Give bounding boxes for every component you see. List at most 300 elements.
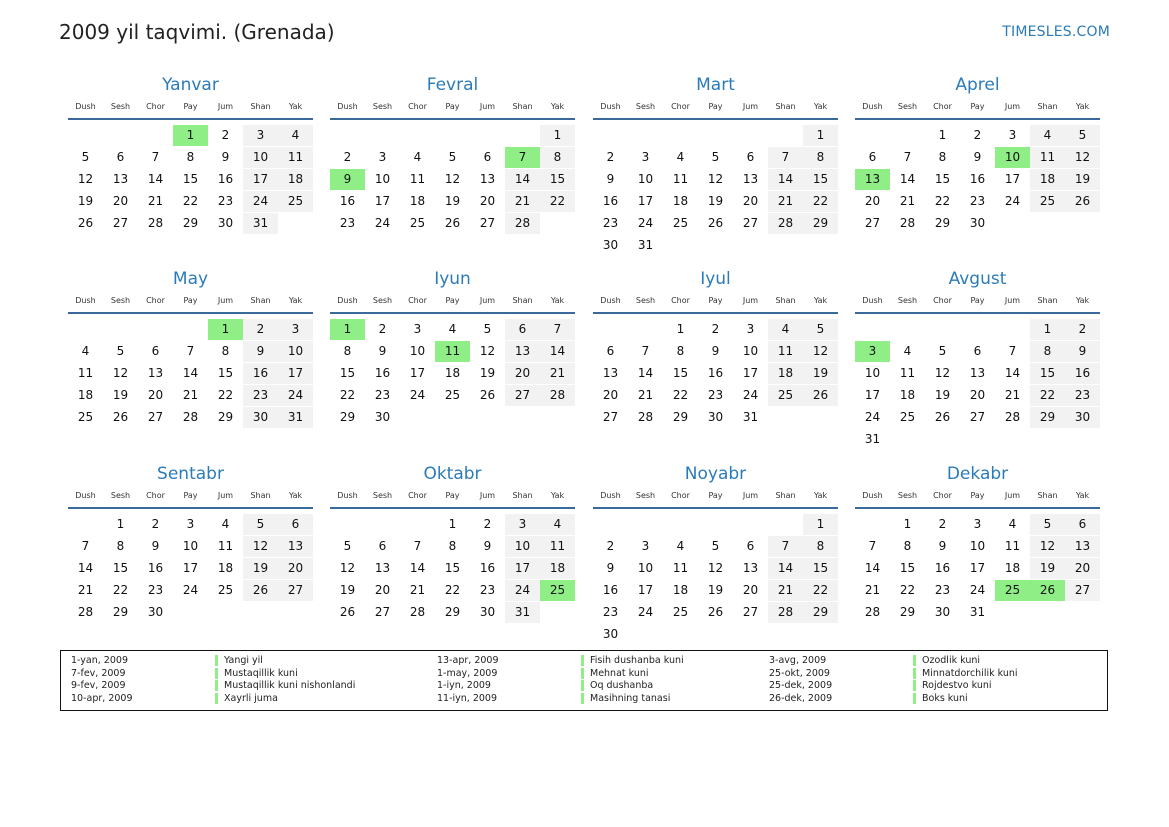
day-cell: 5	[343, 539, 352, 553]
day-cell: 8	[221, 344, 230, 358]
weekday-label: Dush	[337, 491, 358, 500]
day-cell: 19	[934, 388, 951, 402]
day-cell: 24	[409, 388, 426, 402]
day-cell: 17	[243, 169, 278, 190]
weekday-label: Shan	[250, 102, 271, 111]
weekday-label: Pay	[445, 491, 460, 500]
day-cell: 24	[742, 388, 759, 402]
day-cell: 23	[934, 583, 951, 597]
holiday-date: 9-fev, 2009	[71, 680, 126, 691]
weekday-header	[68, 296, 313, 308]
day-cell: 17	[505, 558, 540, 579]
day-cell: 26	[112, 410, 129, 424]
day-cell: 9	[243, 341, 278, 362]
holiday-name: Minnatdorchilik kuni	[913, 668, 1018, 679]
day-cell: 1	[803, 125, 838, 146]
day-cell: 13	[147, 366, 164, 380]
day-cell: 15	[182, 172, 199, 186]
day-cell: 6	[746, 539, 755, 553]
day-cell: 12	[1065, 147, 1100, 168]
day-cell: 18	[77, 388, 94, 402]
day-cell: 8	[676, 344, 685, 358]
weekday-label: Sesh	[635, 491, 656, 500]
month-yanvar	[68, 74, 313, 254]
day-cell: 21	[540, 363, 575, 384]
day-cell: 23	[1065, 385, 1100, 406]
header-divider	[593, 312, 838, 314]
day-cell: 14	[182, 366, 199, 380]
day-cell: 9	[711, 344, 720, 358]
day-cell: 23	[374, 388, 391, 402]
day-cell: 13	[505, 341, 540, 362]
header-divider	[855, 507, 1100, 509]
site-link[interactable]: TIMESLES.COM	[1002, 24, 1110, 40]
day-cell: 17	[278, 363, 313, 384]
day-cell: 4	[448, 322, 457, 336]
weekday-label: Yak	[1075, 296, 1090, 305]
day-cell: 9	[938, 539, 947, 553]
weekday-label: Pay	[708, 102, 723, 111]
day-cell: 17	[637, 583, 654, 597]
day-cell: 23	[707, 388, 724, 402]
day-cell: 30	[217, 216, 234, 230]
holiday-name: Rojdestvo kuni	[913, 680, 992, 691]
day-cell: 15	[672, 366, 689, 380]
day-cell: 6	[278, 514, 313, 535]
day-cell: 29	[112, 605, 129, 619]
weekday-label: Pay	[708, 491, 723, 500]
day-cell: 30	[969, 216, 986, 230]
day-cell: 3	[186, 517, 195, 531]
day-cell: 15	[339, 366, 356, 380]
day-cell: 12	[934, 366, 951, 380]
day-cell: 4	[278, 125, 313, 146]
weekday-label: Dush	[600, 102, 621, 111]
day-cell: 17	[374, 194, 391, 208]
day-cell: 2	[606, 539, 615, 553]
day-cell: 15	[217, 366, 234, 380]
day-cell: 6	[483, 150, 492, 164]
weekday-label: Sesh	[897, 102, 918, 111]
day-cell: 11	[540, 536, 575, 557]
day-cell: 21	[864, 583, 881, 597]
day-cell: 14	[864, 561, 881, 575]
weekday-label: Sesh	[110, 491, 131, 500]
holiday-name: Masihning tanasi	[581, 693, 670, 704]
day-cell: 8	[803, 147, 838, 168]
day-cell: 21	[768, 580, 803, 601]
day-cell: 10	[505, 536, 540, 557]
weekday-label: Yak	[288, 102, 303, 111]
day-cell: 3	[641, 539, 650, 553]
holiday-legend	[60, 650, 1108, 711]
day-cell: 13	[479, 172, 496, 186]
month-name: Iyul	[700, 269, 731, 289]
day-cell: 12	[77, 172, 94, 186]
weekday-label: Sesh	[897, 296, 918, 305]
day-cell: 25	[444, 388, 461, 402]
day-cell: 2	[711, 322, 720, 336]
day-cell: 28	[505, 213, 540, 234]
weekday-label: Chor	[146, 102, 165, 111]
day-cell: 16	[243, 363, 278, 384]
day-cell: 11	[768, 341, 803, 362]
day-cell: 27	[147, 410, 164, 424]
day-cell: 24	[505, 580, 540, 601]
month-mart	[593, 74, 838, 254]
holiday-name: Oq dushanba	[581, 680, 653, 691]
day-cell: 3	[378, 150, 387, 164]
day-cell: 20	[1065, 558, 1100, 579]
weekday-label: Jum	[217, 296, 234, 305]
day-cell: 22	[672, 388, 689, 402]
day-cell: 4	[1008, 517, 1017, 531]
day-cell: 21	[77, 583, 94, 597]
weekday-label: Sesh	[110, 296, 131, 305]
day-cell: 14	[147, 172, 164, 186]
day-cell: 29	[803, 602, 838, 623]
day-cell: 27	[602, 410, 619, 424]
weekday-header	[68, 102, 313, 114]
day-cell: 17	[637, 194, 654, 208]
weekday-label: Jum	[742, 296, 759, 305]
day-cell: 26	[803, 385, 838, 406]
day-cell: 9	[973, 150, 982, 164]
day-cell: 13	[602, 366, 619, 380]
day-cell: 1	[803, 514, 838, 535]
day-cell: 20	[969, 388, 986, 402]
day-cell: 16	[479, 561, 496, 575]
day-cell: 19	[803, 363, 838, 384]
day-cell: 17	[742, 366, 759, 380]
day-cell: 25	[278, 191, 313, 212]
day-cell: 16	[374, 366, 391, 380]
day-cell: 17	[409, 366, 426, 380]
day-cell: 1	[116, 517, 125, 531]
day-cell: 27	[864, 216, 881, 230]
day-cell: 30	[479, 605, 496, 619]
day-cell: 20	[742, 583, 759, 597]
day-cell: 9	[378, 344, 387, 358]
holiday-date: 26-dek, 2009	[769, 692, 833, 704]
day-cell: 16	[934, 561, 951, 575]
month-avgust	[855, 268, 1100, 448]
holiday-day-cell: 25	[540, 580, 575, 601]
weekday-label: Jum	[217, 491, 234, 500]
weekday-label: Chor	[933, 296, 952, 305]
day-cell: 4	[1030, 125, 1065, 146]
day-cell: 7	[81, 539, 90, 553]
day-cell: 2	[221, 128, 230, 142]
day-cell: 29	[899, 605, 916, 619]
holiday-name: Mehnat kuni	[581, 668, 649, 679]
day-cell: 5	[711, 539, 720, 553]
day-cell: 23	[479, 583, 496, 597]
month-name: Yanvar	[162, 75, 219, 95]
day-cell: 29	[672, 410, 689, 424]
holiday-date: 25-dek, 2009	[769, 680, 833, 691]
holiday-day-cell: 11	[435, 341, 470, 362]
day-cell: 3	[278, 319, 313, 340]
holiday-name: Boks kuni	[913, 693, 968, 704]
day-cell: 5	[81, 150, 90, 164]
day-cell: 12	[707, 172, 724, 186]
day-cell: 20	[479, 194, 496, 208]
day-cell: 2	[483, 517, 492, 531]
day-cell: 13	[969, 366, 986, 380]
day-cell: 26	[479, 388, 496, 402]
day-cell: 19	[707, 583, 724, 597]
day-cell: 16	[969, 172, 986, 186]
month-name: Mart	[696, 75, 735, 95]
day-cell: 25	[409, 216, 426, 230]
day-cell: 5	[448, 150, 457, 164]
day-cell: 25	[77, 410, 94, 424]
day-cell: 30	[934, 605, 951, 619]
day-cell: 10	[374, 172, 391, 186]
day-cell: 24	[243, 191, 278, 212]
day-cell: 9	[483, 539, 492, 553]
day-cell: 3	[1008, 128, 1017, 142]
day-cell: 4	[221, 517, 230, 531]
day-cell: 19	[243, 558, 278, 579]
header-divider	[330, 118, 575, 120]
weekday-label: Dush	[862, 296, 883, 305]
day-cell: 9	[606, 561, 615, 575]
day-cell: 17	[969, 561, 986, 575]
month-aprel	[855, 74, 1100, 254]
day-cell: 28	[147, 216, 164, 230]
day-cell: 14	[1004, 366, 1021, 380]
day-cell: 13	[112, 172, 129, 186]
day-cell: 10	[742, 344, 759, 358]
holiday-date: 13-apr, 2009	[437, 655, 499, 666]
day-cell: 22	[899, 583, 916, 597]
day-cell: 20	[278, 558, 313, 579]
day-cell: 15	[803, 169, 838, 190]
day-cell: 3	[243, 125, 278, 146]
day-cell: 10	[278, 341, 313, 362]
day-cell: 27	[1065, 580, 1100, 601]
day-cell: 23	[969, 194, 986, 208]
weekday-label: Shan	[250, 296, 271, 305]
day-cell: 6	[116, 150, 125, 164]
month-oktabr	[330, 463, 575, 643]
day-cell: 20	[602, 388, 619, 402]
weekday-label: Yak	[1075, 102, 1090, 111]
day-cell: 16	[1065, 363, 1100, 384]
day-cell: 8	[938, 150, 947, 164]
day-cell: 29	[217, 410, 234, 424]
day-cell: 26	[1065, 191, 1100, 212]
day-cell: 18	[768, 363, 803, 384]
day-cell: 14	[505, 169, 540, 190]
holiday-name: Mustaqillik kuni	[215, 668, 298, 679]
month-may	[68, 268, 313, 448]
day-cell: 4	[676, 539, 685, 553]
month-name: Aprel	[955, 75, 1000, 95]
weekday-label: Yak	[288, 491, 303, 500]
day-cell: 20	[112, 194, 129, 208]
month-sentabr	[68, 463, 313, 643]
day-cell: 1	[903, 517, 912, 531]
day-cell: 30	[1065, 407, 1100, 428]
weekday-label: Pay	[183, 491, 198, 500]
weekday-label: Yak	[550, 102, 565, 111]
day-cell: 26	[339, 605, 356, 619]
day-cell: 5	[243, 514, 278, 535]
weekday-label: Yak	[813, 491, 828, 500]
weekday-label: Sesh	[635, 296, 656, 305]
month-noyabr	[593, 463, 838, 643]
day-cell: 3	[505, 514, 540, 535]
day-cell: 31	[505, 602, 540, 623]
day-cell: 25	[1030, 191, 1065, 212]
day-cell: 25	[217, 583, 234, 597]
day-cell: 5	[116, 344, 125, 358]
holiday-date: 1-may, 2009	[437, 667, 498, 679]
month-name: May	[172, 269, 209, 289]
day-cell: 29	[803, 213, 838, 234]
day-cell: 26	[444, 216, 461, 230]
holiday-date: 3-avg, 2009	[769, 655, 827, 666]
day-cell: 5	[1065, 125, 1100, 146]
holiday-day-cell: 25	[995, 580, 1030, 601]
holiday-day-cell: 13	[855, 169, 890, 190]
day-cell: 10	[243, 147, 278, 168]
day-cell: 13	[742, 561, 759, 575]
day-cell: 2	[973, 128, 982, 142]
day-cell: 25	[672, 605, 689, 619]
weekday-label: Jum	[479, 296, 496, 305]
weekday-label: Shan	[1037, 102, 1058, 111]
day-cell: 27	[278, 580, 313, 601]
day-cell: 28	[864, 605, 881, 619]
weekday-label: Pay	[970, 491, 985, 500]
header-divider	[68, 507, 313, 509]
header-divider	[593, 507, 838, 509]
day-cell: 27	[969, 410, 986, 424]
day-cell: 28	[540, 385, 575, 406]
day-cell: 22	[1030, 385, 1065, 406]
day-cell: 22	[112, 583, 129, 597]
day-cell: 23	[147, 583, 164, 597]
day-cell: 18	[217, 561, 234, 575]
day-cell: 6	[973, 344, 982, 358]
day-cell: 27	[505, 385, 540, 406]
day-cell: 19	[707, 194, 724, 208]
weekday-header	[593, 102, 838, 114]
holiday-day-cell: 7	[505, 147, 540, 168]
day-cell: 30	[602, 627, 619, 641]
day-cell: 2	[1065, 319, 1100, 340]
day-cell: 10	[637, 561, 654, 575]
weekday-label: Dush	[75, 296, 96, 305]
day-cell: 13	[742, 172, 759, 186]
weekday-label: Chor	[146, 491, 165, 500]
day-cell: 8	[448, 539, 457, 553]
day-cell: 7	[413, 539, 422, 553]
day-cell: 1	[540, 125, 575, 146]
day-cell: 28	[1004, 410, 1021, 424]
day-cell: 8	[803, 536, 838, 557]
header-divider	[855, 312, 1100, 314]
holiday-day-cell: 9	[330, 169, 365, 190]
weekday-label: Yak	[1075, 491, 1090, 500]
day-cell: 15	[1030, 363, 1065, 384]
day-cell: 24	[182, 583, 199, 597]
weekday-header	[330, 102, 575, 114]
month-name: Sentabr	[157, 464, 224, 484]
day-cell: 27	[479, 216, 496, 230]
day-cell: 14	[768, 169, 803, 190]
day-cell: 15	[540, 169, 575, 190]
header-divider	[330, 507, 575, 509]
day-cell: 11	[409, 172, 426, 186]
day-cell: 15	[112, 561, 129, 575]
day-cell: 24	[278, 385, 313, 406]
day-cell: 14	[409, 561, 426, 575]
day-cell: 23	[339, 216, 356, 230]
day-cell: 29	[1030, 407, 1065, 428]
weekday-label: Dush	[75, 102, 96, 111]
weekday-header	[593, 296, 838, 308]
weekday-label: Jum	[1004, 491, 1021, 500]
day-cell: 1	[1030, 319, 1065, 340]
day-cell: 21	[182, 388, 199, 402]
day-cell: 23	[217, 194, 234, 208]
day-cell: 6	[868, 150, 877, 164]
month-name: Iyun	[434, 269, 471, 289]
holiday-day-cell: 26	[1030, 580, 1065, 601]
day-cell: 25	[768, 385, 803, 406]
day-cell: 29	[339, 410, 356, 424]
weekday-label: Dush	[337, 296, 358, 305]
holiday-name: Mustaqillik kuni nishonlandi	[215, 680, 355, 691]
day-cell: 27	[112, 216, 129, 230]
holiday-day-cell: 10	[995, 147, 1030, 168]
day-cell: 11	[672, 561, 689, 575]
day-cell: 19	[77, 194, 94, 208]
day-cell: 19	[479, 366, 496, 380]
weekday-label: Chor	[671, 102, 690, 111]
weekday-label: Pay	[445, 296, 460, 305]
day-cell: 5	[803, 319, 838, 340]
day-cell: 20	[742, 194, 759, 208]
weekday-label: Sesh	[897, 491, 918, 500]
holiday-date: 11-iyn, 2009	[437, 692, 498, 704]
weekday-label: Pay	[183, 102, 198, 111]
day-cell: 7	[768, 147, 803, 168]
weekday-label: Jum	[479, 491, 496, 500]
day-cell: 28	[77, 605, 94, 619]
day-cell: 14	[637, 366, 654, 380]
day-cell: 23	[602, 605, 619, 619]
holiday-name: Yangi yil	[215, 655, 263, 666]
weekday-label: Dush	[862, 102, 883, 111]
day-cell: 26	[934, 410, 951, 424]
day-cell: 6	[378, 539, 387, 553]
weekday-label: Chor	[146, 296, 165, 305]
day-cell: 7	[540, 319, 575, 340]
day-cell: 27	[742, 216, 759, 230]
weekday-label: Sesh	[110, 102, 131, 111]
day-cell: 3	[973, 517, 982, 531]
weekday-label: Yak	[288, 296, 303, 305]
weekday-label: Shan	[1037, 296, 1058, 305]
day-cell: 31	[742, 410, 759, 424]
day-cell: 2	[343, 150, 352, 164]
